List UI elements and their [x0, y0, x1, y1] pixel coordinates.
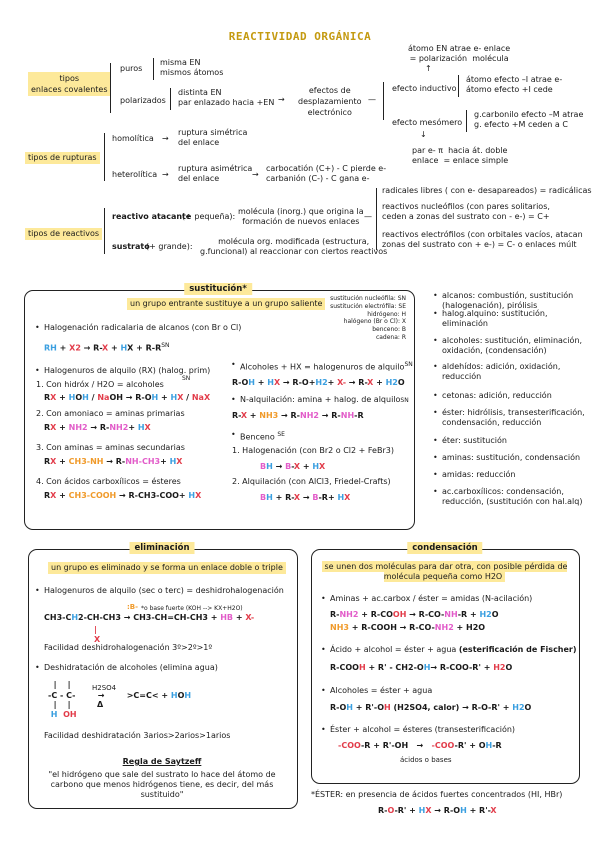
- regla-title: Regla de Saytzeff: [122, 757, 202, 766]
- eq-cond-a2: NH3 + R-COOH → R-CO-NH2 + H2O: [330, 623, 486, 632]
- carbo-desc: carbocatión (C+) - C pierde e- carbanión (C-) - C gana e-: [266, 164, 387, 183]
- eq-h1: RX + HOH / NaOH → R-OH + HX / NaX: [44, 393, 211, 402]
- enlaces-label: tipos enlaces covalentes: [28, 72, 111, 96]
- h2so4: H2SO4: [92, 684, 117, 692]
- list-item: • amidas: reducción: [442, 470, 515, 480]
- arrow-icon: —: [368, 95, 376, 104]
- eq-nalq: R-X + NH3 → R-NH2 → R-NH-R: [232, 411, 364, 420]
- list-item: • alcoholes: sustitución, eliminación, oxidación, (condensación): [442, 336, 582, 356]
- list-item: • éter: sustitución: [442, 436, 507, 446]
- atomo-top: átomo EN atrae e- enlace = polarización molécula: [408, 44, 511, 63]
- arrow-icon: →: [162, 134, 169, 143]
- d-note: ácidos o bases: [400, 756, 452, 764]
- b1-title: 1. Halogenación (con Br2 o Cl2 + FeBr3): [232, 446, 394, 455]
- eq-cond-c: R-OH + R'-OH (H2SO4, calor) → R-O-R' + H2O: [330, 703, 532, 712]
- sustrato-label: sustrato: [112, 242, 150, 251]
- puros-desc: misma EN mismos átomos: [160, 58, 224, 77]
- eq-cond-b: R-COOH + R' - CH2-OH→ R-COO-R' + H2O: [330, 663, 513, 672]
- electrofilos: reactivos electrófilos (con orbitales vacíos, atacan zonas del sustrato con + e-) = C- o enlaces múlt: [382, 230, 583, 249]
- h1-title: 1. Con hidróx / H2O = alcoholes: [36, 380, 164, 389]
- nucleofilos: reactivos nucleófilos (con pares solitarios, ceden a zonas del sustrato con - e-) = C+: [382, 202, 550, 221]
- homolitica-desc: ruptura simétrica del enlace: [178, 128, 248, 147]
- list-item: • alcanos: combustión, sustitución (halogenación), pirólisis: [442, 291, 573, 311]
- elim-halo-title: • Halogenuros de alquilo (sec o terc) = deshidrohalogenación: [44, 586, 284, 596]
- homolitica-label: homolítica: [112, 134, 154, 143]
- sustrato-sub: (+ grande):: [146, 242, 193, 251]
- condensacion-label: condensación: [407, 542, 482, 554]
- efectos-desc: efectos de desplazamiento electrónico: [298, 86, 362, 117]
- list-item: • éster: hidrólisis, transesterificación, condensación, reducción: [442, 408, 585, 428]
- bracket: [466, 110, 467, 132]
- arrow-down-icon: ↓: [420, 130, 427, 139]
- heat-icon: Δ: [97, 700, 104, 709]
- halo-title: • Halogenuros de alquilo (RX) (halog. prim): [44, 366, 210, 376]
- sustitucion-subtitle: un grupo entrante sustituye a un grupo saliente: [127, 298, 325, 310]
- regla-desc: "el hidrógeno que sale del sustrato lo hace del átomo de carbono que menos hidrógenos tiene, es decir, del más sustituido": [48, 770, 276, 799]
- page-title: REACTIVIDAD ORGÁNICA: [228, 30, 372, 43]
- rupturas-label: tipos de rupturas: [25, 152, 100, 164]
- h4-title: 4. Con ácidos carboxílicos = ésteres: [36, 477, 181, 486]
- halog-title: • Halogenación radicalaria de alcanos (con Br o Cl): [44, 323, 241, 333]
- eq-elim2: -C - C- → >C=C< + HOH: [48, 691, 192, 700]
- cond-a-title: • Aminas + ac.carbox / éster = amidas (N-acilación): [330, 594, 532, 604]
- leaving-x: | X: [94, 625, 101, 644]
- bracket: [104, 208, 105, 254]
- atacante-desc: molécula (inorg.) que origina la formación de nuevos enlaces: [238, 207, 364, 226]
- eq-h4: RX + CH3-COOH → R-CH3-COO+ HX: [44, 491, 202, 500]
- cond-d-title: • Éster + alcohol = ésteres (transesterificación): [330, 725, 515, 735]
- eq-alc: R-OH + HX → R-O+H2+ X- → R-X + H2O: [232, 378, 405, 387]
- inductivo-label: efecto inductivo: [392, 84, 457, 93]
- polarizados-label: polarizados: [120, 96, 166, 105]
- mesomero-label: efecto mesómero: [392, 118, 463, 127]
- eq-halog: RH + X2 → R-X + HX + $R-R^{SN}$: [44, 342, 170, 353]
- puros-label: puros: [120, 64, 143, 73]
- sustitucion-label: sustitución*: [184, 283, 252, 295]
- atacante-sub: (+ pequeña):: [182, 212, 236, 221]
- arrow-up-icon: ↑: [425, 64, 432, 73]
- list-item: • halog.alquino: sustitución, eliminación: [442, 309, 548, 329]
- benceno-title: • Benceno $^{SE}$: [240, 430, 285, 443]
- arrow-icon: —: [364, 212, 372, 221]
- alc-title: • Alcoholes + HX = halogenuros de alquilo$^{SN}$: [240, 360, 413, 373]
- arrow-icon: →: [278, 95, 285, 104]
- eq-h2: RX + NH2 → R-NH2+ HX: [44, 423, 151, 432]
- list-item: • aminas: sustitución, condensación: [442, 453, 580, 463]
- eq-elim2-top: | |: [48, 680, 71, 689]
- fac2: Facilidad deshidratación 3arios>2arios>1arios: [44, 731, 231, 740]
- condensacion-subtitle: se unen dos moléculas para dar otra, con posible pérdida de molécula pequeña como H2O: [316, 562, 573, 582]
- h3-title: 3. Con aminas = aminas secundarias: [36, 443, 185, 452]
- heterolitica-desc: ruptura asimétrica del enlace: [178, 164, 253, 183]
- halo-sup: SN: [182, 375, 191, 382]
- ester-note: *ÉSTER: en presencia de ácidos fuertes concentrados (HI, HBr): [311, 790, 563, 799]
- eq-h3: RX + CH3-NH → R-NH-CH3+ HX: [44, 457, 183, 466]
- cond-c-title: • Alcoholes = éster + agua: [330, 686, 432, 696]
- nalq-title: • N-alquilación: amina + halog. de alquiloSN: [240, 395, 409, 406]
- sustitucion-legend: sustitución nucleófila: SN sustitución electrófila: SE hidrógeno: H halógeno (Br o Cl): X benceno: B cadena: R: [330, 295, 406, 341]
- arrow-icon: →: [162, 170, 169, 179]
- atacante-label: reactivo atacante: [112, 212, 192, 221]
- heterolitica-label: heterolítica: [112, 170, 158, 179]
- base-note: *o base fuerte (KOH --> KX+H2O): [141, 605, 243, 612]
- mesomero-desc: g.carbonilo efecto –M atrae g. efecto +M ceden a C: [474, 110, 584, 129]
- desh-title: • Deshidratación de alcoholes (elimina agua): [44, 663, 218, 673]
- radicales: radicales libres ( con e- desapareados) = radicálicas: [382, 186, 592, 195]
- inductivo-desc: átomo efecto –I atrae e- átomo efecto +I cede: [466, 75, 563, 94]
- list-item: • aldehídos: adición, oxidación, reducción: [442, 362, 560, 382]
- eq-cond-d: -COO-R + R'-OH → -COO-R' + OH-R: [338, 741, 502, 750]
- bracket: [110, 63, 111, 113]
- bracket: [383, 82, 384, 120]
- list-item: • cetonas: adición, reducción: [442, 391, 552, 401]
- reactivos-label: tipos de reactivos: [25, 228, 102, 240]
- bracket: [458, 75, 459, 97]
- eq-elim1: CH3-CH2-CH-CH3 → CH3-CH=CH-CH3 + HB + X-: [44, 613, 255, 622]
- arrow-icon: →: [252, 170, 259, 179]
- eq-b1: BH → B-X + HX: [260, 462, 326, 471]
- cond-b-title: • Ácido + alcohol = éster + agua (esterificación de Fischer): [330, 645, 577, 655]
- b2-title: 2. Alquilación (con AlCl3, Friedel-Crafts): [232, 477, 391, 486]
- eq-b2: BH + R-X → B-R+ HX: [260, 493, 351, 502]
- bracket: [170, 88, 171, 110]
- eliminacion-label: eliminación: [130, 542, 195, 554]
- eq-ester: R-O-R' + HX → R-OH + R'-X: [378, 806, 497, 815]
- pi-desc: par e- π hacia át. doble enlace = enlace simple: [412, 146, 509, 165]
- eq-cond-a1: R-NH2 + R-COOH → R-CO-NH-R + H2O: [330, 610, 499, 619]
- bracket: [153, 58, 154, 80]
- h2-title: 2. Con amoniaco = aminas primarias: [36, 409, 185, 418]
- eq-elim2-bot: | | H OH: [48, 700, 77, 719]
- fac1: Facilidad deshidrohalogenación 3º>2º>1º: [44, 643, 213, 652]
- eliminacion-subtitle: un grupo es eliminado y se forma un enlace doble o triple: [48, 562, 286, 574]
- bracket: [104, 133, 105, 181]
- polar-desc: distinta EN par enlazado hacia +EN: [178, 88, 275, 107]
- list-item: • ac.carboxílicos: condensación, reducción, (sustitución con hal.alq): [442, 487, 582, 507]
- base-symbol: :B-: [127, 603, 139, 611]
- sustrato-desc: molécula org. modificada (estructura, g.funcional) al reaccionar con ciertos reactivos: [200, 237, 388, 256]
